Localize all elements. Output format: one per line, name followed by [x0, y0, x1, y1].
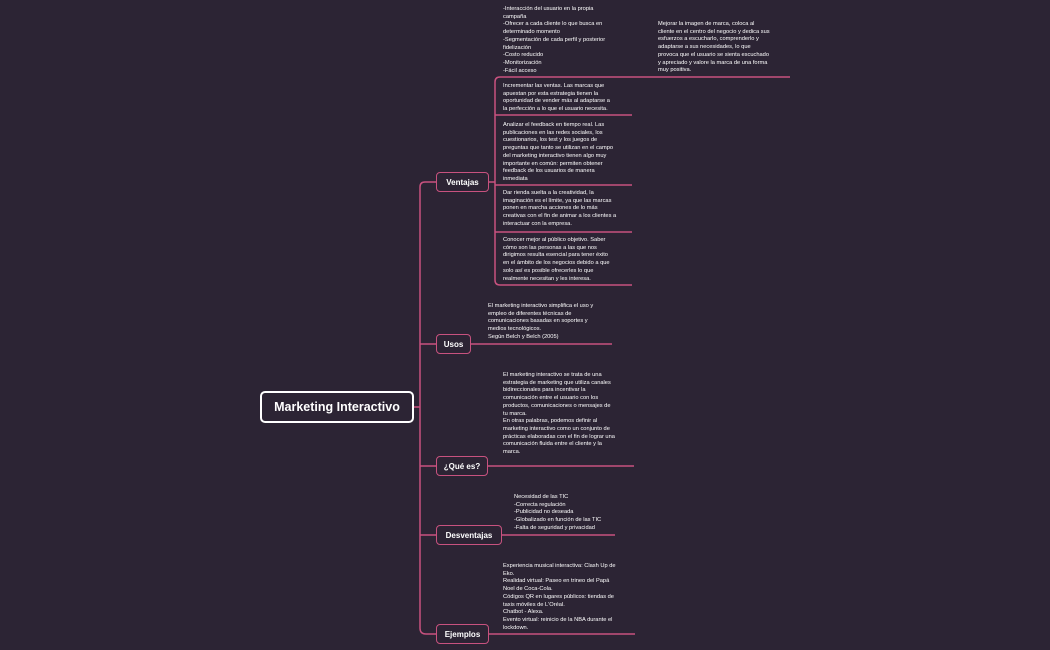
ventajas-note1-line	[495, 77, 632, 82]
branch-desventajas[interactable]: Desventajas	[436, 525, 502, 545]
ventajas-note-5: Conocer mejor al público objetivo. Saber cómo son las personas a las que nos dirigimos resulta esencial para tener éxito en el ámbito de los negocios debido a que solo así es posible ofrecerles lo que realmente necesitan y les interesa.	[503, 237, 610, 282]
ventajas-note-1: -Interacción del usuario en la propia campaña -Ofrecer a cada cliente lo que busca en determinado momento -Segmentación de cada perfil y posterior fidelización -Costo reducido -Monitorización -Fácil acceso	[503, 6, 606, 74]
usos-note: El marketing interactivo simplifica el uso y empleo de diferentes técnicas de comunicaciones basadas en soportes y medios tecnológicos. Según Belch y Belch (2005)	[488, 303, 594, 340]
ventajas-note-2: Incrementar las ventas. Las marcas que apuestan por esta estrategia tienen la oportunidad de vender más al adaptarse a la perfección a lo que el usuario necesita.	[503, 83, 610, 113]
desventajas-note: Necesidad de las TIC -Correcta regulación -Publicidad no deseada -Globalizado en función de las TIC -Falta de seguridad y privacidad	[514, 494, 602, 531]
ventajas-note-3: Analizar el feedback en tiempo real. Las publicaciones en las redes sociales, los cuestionarios, los test y los juegos de preguntas que tanto se utilizan en el campo del marketing interactivo tienen algo muy importante en común: permiten obtener feedback de los usuarios de manera inmediata	[503, 122, 614, 182]
que-es-note: El marketing interactivo se trata de una estrategia de marketing que utiliza canales bidireccionales para incentivar la comunicación entre el usuario con los productos, comunicaciones o mensajes de tu marca. En otras palabras, podemos definir al marketing interactivo como un conjunto de prácticas elaboradas con el fin de lograr una comunicación fluida entre el cliente y la marca.	[503, 372, 615, 456]
ventajas-note-4: Dar rienda suelta a la creatividad, la imaginación es el límite, ya que las marcas ponen en marcha acciones de lo más creativas con el fin de animar a los clientes a interactuar con la empresa.	[503, 190, 617, 227]
branch-que-es[interactable]: ¿Qué es?	[436, 456, 488, 476]
spine-bottom-curve	[420, 628, 436, 634]
spine-top-curve	[420, 182, 436, 187]
branch-ejemplos[interactable]: Ejemplos	[436, 624, 489, 644]
branch-ventajas[interactable]: Ventajas	[436, 172, 489, 192]
central-topic[interactable]: Marketing Interactivo	[260, 391, 414, 423]
branch-usos[interactable]: Usos	[436, 334, 471, 354]
ejemplos-note: Experiencia musical interactiva: Clash Up de Eko. Realidad virtual: Paseo en trineo del Papá Noel de Coca-Cola. Códigos QR en lugares públicos: tiendas de taxis móviles de L'Oréal. Chatbot - Alexa. Evento virtual: reinicio de la NBA durante el lockdown.	[503, 563, 616, 631]
ventajas-subnote: Mejorar la imagen de marca, coloca al cliente en el centro del negocio y dedica sus esfuerzos a escucharlo, comprenderlo y adaptarse a sus necesidades, lo que provoca que el usuario se sienta escuchado y apreciado y valore la marca de una forma muy positiva.	[658, 21, 770, 74]
